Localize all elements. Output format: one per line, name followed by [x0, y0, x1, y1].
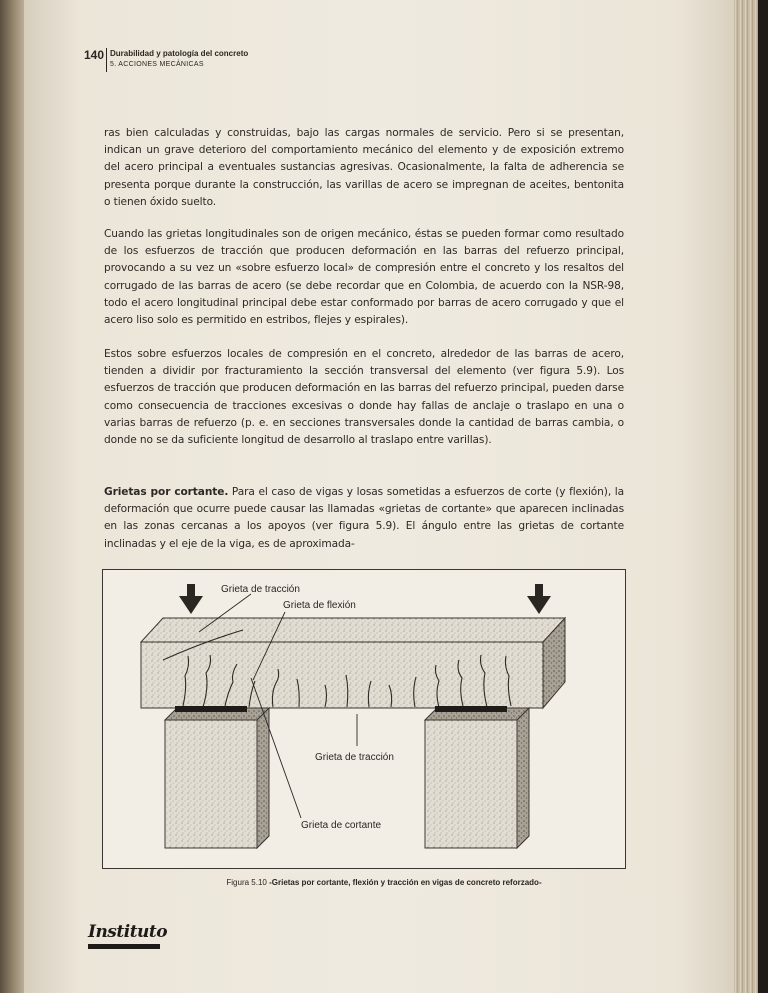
paragraph-3: Estos sobre esfuerzos locales de compresión en el concreto, alrededor de las barras de acero, tienden a dividir por fracturamiento la sección transversal del elemento (ver figura 5.9). Los esfuerzos de tracción que producen deformación en las barras del refuerzo principal, pueden darse como consecuencia de tracciones excesivas o donde hay fallas de anclaje o traslapo en una o varias barras de refuerzo (p. e. en secciones transversales donde la cantidad de barras cambia, o donde no se da suficiente longitud de desarrollo al traslapo entre varillas). — [104, 348, 624, 447]
paragraph-2: Cuando las grietas longitudinales son de origen mecánico, éstas se pueden formar como resultado de los esfuerzos de tracción que producen deformación en las barras del refuerzo principal, provocando a su vez un «sobre esfuerzo local» de compresión entre el concreto y los resaltos del corrugado de las barras de acero (se debe recordar que en Colombia, de acuerdo con la NSR-98, todo el acero longitudinal principal debe estar conformado por barras de acero corrugado y que el acero liso solo es permitido en estribos, flejes y espirales). — [104, 228, 624, 327]
label-cortante: Grieta de cortante — [301, 820, 382, 831]
paragraph-4 — [104, 484, 624, 553]
figure-caption — [0, 878, 768, 887]
publisher-logo — [88, 922, 178, 956]
load-arrow-right — [527, 584, 551, 614]
caption-label: Figura 5.10 — [226, 878, 267, 887]
paragraph-1: ras bien calculadas y construidas, bajo las cargas normales de servicio. Pero si se presentan, indican un grave deterioro del comportamiento mecánico del elemento y de exposición extremo del acero principal a eventuales sustancias agresivas. Ocasionalmente, la falta de adherencia se presenta porque durante la construcción, las varillas de acero se impregnan de aceites, bentonita o tienen óxido suelto. — [104, 127, 624, 208]
label-traccion-bottom: Grieta de tracción — [315, 752, 394, 763]
figure-beam-cracks — [102, 569, 626, 869]
right-support-side — [517, 708, 529, 848]
page-number: 140 — [84, 48, 105, 62]
left-support-front — [165, 720, 257, 848]
header-divider — [106, 48, 107, 72]
label-traccion-top: Grieta de tracción — [221, 584, 300, 595]
left-support-side — [257, 708, 269, 848]
right-bearing-pad — [435, 706, 507, 712]
beam-diagram — [103, 570, 625, 868]
section-lead: Grietas por cortante. — [104, 486, 229, 498]
label-flexion: Grieta de flexión — [283, 600, 356, 611]
beam-front-face — [141, 642, 543, 708]
logo-wordmark: Instituto — [88, 922, 168, 942]
running-header — [84, 46, 344, 76]
chapter-title: 5. ACCIONES MECÁNICAS — [110, 61, 204, 68]
logo-bar — [88, 944, 160, 949]
page-edges — [734, 0, 768, 993]
load-arrow-left — [179, 584, 203, 614]
right-support-front — [425, 720, 517, 848]
book-title: Durabilidad y patología del concreto — [110, 49, 249, 58]
beam-top-face — [141, 618, 565, 642]
caption-text: -Grietas por cortante, flexión y tracción en vigas de concreto reforzado- — [269, 878, 542, 887]
paragraph-4-text: Para el caso de vigas y losas sometidas a esfuerzos de corte (y flexión), la deformación que ocurre puede causar las llamadas «grietas de cortante» que aparecen inclinadas en las zonas cercanas a los apoyos (ver figura 5.9). El ángulo entre las grietas de cortante inclinadas y el eje de la viga, es de aproximada- — [104, 486, 624, 550]
left-bearing-pad — [175, 706, 247, 712]
